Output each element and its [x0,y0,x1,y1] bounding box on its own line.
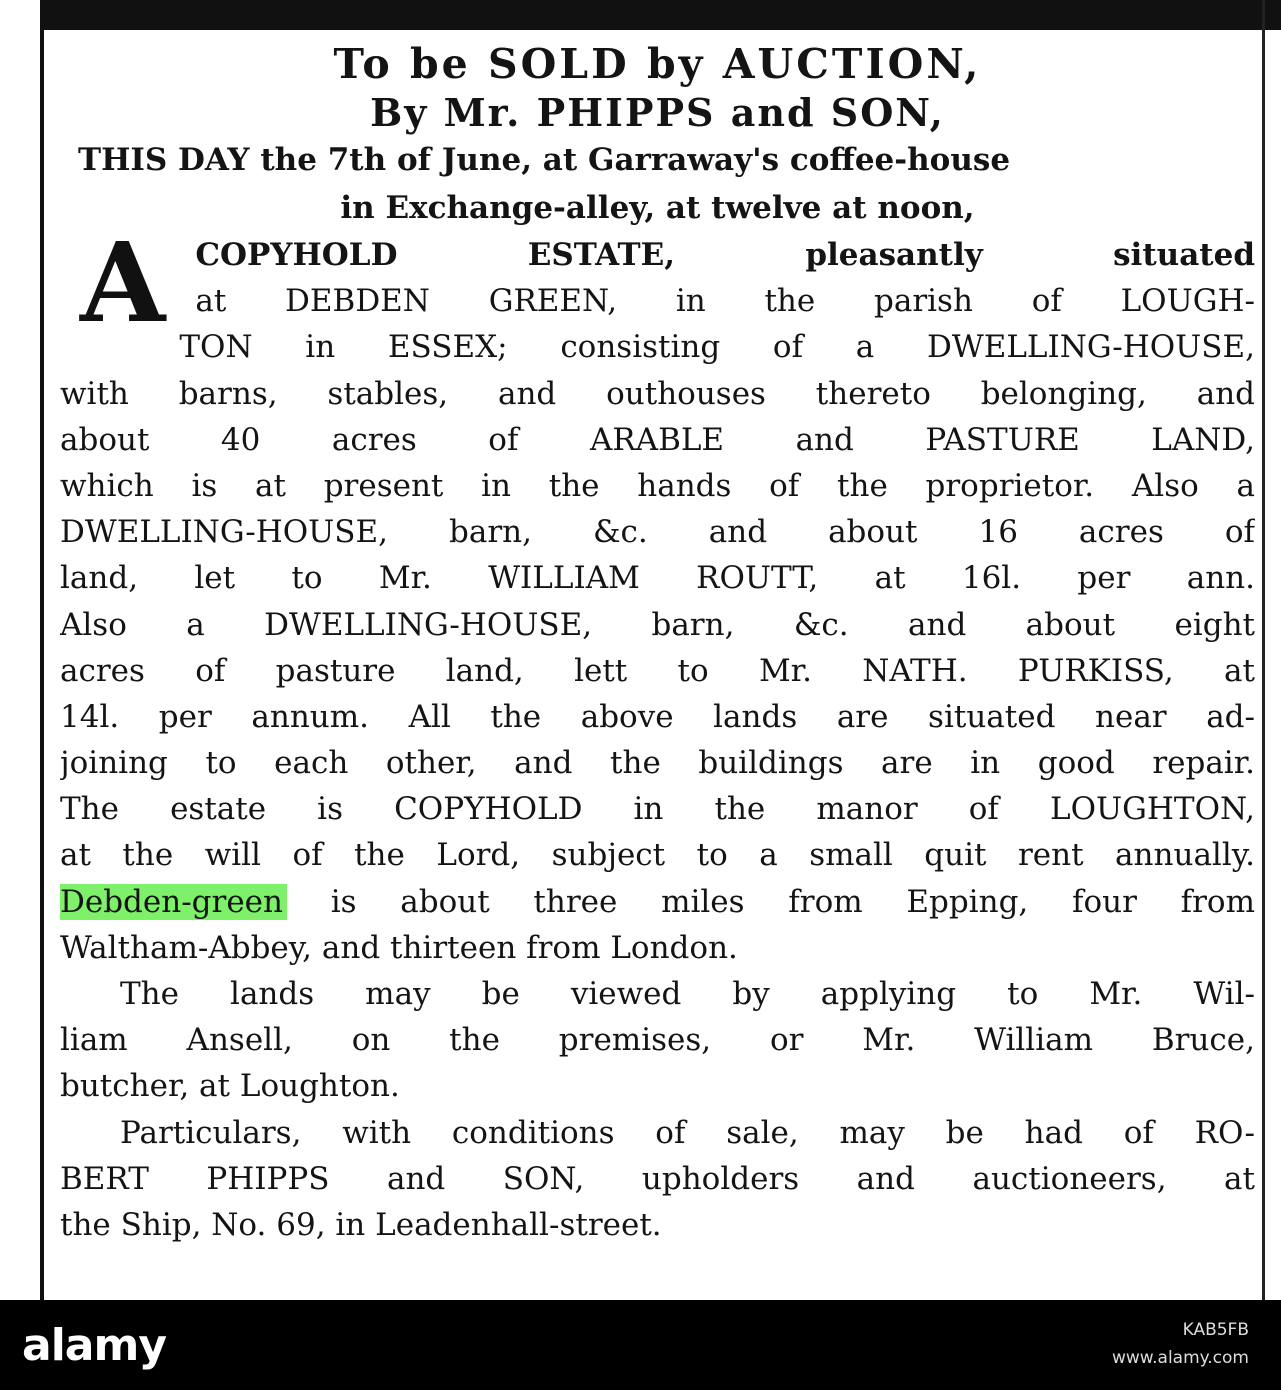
text-line: 14l. per annum. All the above lands are situated near ad- [60,698,1255,735]
text-line: at the will of the Lord, subject to a small quit rent annually. [60,837,1255,874]
headline-location-time: in Exchange-alley, at twelve at noon, [340,190,975,226]
alamy-logo: alamy [22,1320,166,1371]
text-line: The lands may be viewed by applying to Mr. Wil- [120,976,1255,1012]
paragraph-particulars [60,1110,1255,1249]
headline-sold-by-auction: To be SOLD by AUCTION, [333,40,982,88]
highlighted-term-debden-green: Debden-green [60,884,287,920]
headline-date-venue: THIS DAY the 7th of June, at Garraway's coffee-house [78,142,1011,178]
stock-photo-footer [0,1300,1281,1390]
scan-left-border [40,0,44,1300]
text-line: Waltham-Abbey, and thirteen from London. [60,929,738,966]
image-id-label: KAB5FB [1182,1320,1249,1340]
text-line: acres of pasture land, lett to Mr. NATH. PURKISS, at [60,652,1255,689]
text-line: with barns, stables, and outhouses thereto belonging, and [60,375,1255,412]
text-line: DWELLING-HOUSE, barn, &c. and about 16 acres of [60,514,1255,551]
text-line: The estate is COPYHOLD in the manor of LOUGHTON, [60,791,1255,828]
text-line: land, let to Mr. WILLIAM ROUTT, at 16l. per ann. [60,560,1255,597]
highlight-line-rest: is about three miles from Epping, four from [330,883,1255,920]
text-line: butcher, at Loughton. [60,1068,400,1105]
text-line-with-highlight [60,879,1255,925]
text-line: liam Ansell, on the premises, or Mr. William Bruce, [60,1022,1255,1059]
scan-right-border [1262,0,1265,1300]
text-line: COPYHOLD ESTATE, pleasantly situated [195,237,1255,273]
drop-cap-letter: A [80,218,166,347]
text-line: Also a DWELLING-HOUSE, barn, &c. and about eight [60,606,1255,643]
text-line: TON in ESSEX; consisting of a DWELLING-HOUSE, [179,329,1255,366]
text-line: joining to each other, and the buildings are in good repair. [60,745,1255,782]
paragraph-viewing [60,971,1255,1110]
text-line: about 40 acres of ARABLE and PASTURE LAND, [60,421,1255,458]
scan-top-border [40,0,1281,30]
text-line: at DEBDEN GREEN, in the parish of LOUGH- [195,283,1255,320]
text-line: Particulars, with conditions of sale, may be had of RO- [120,1114,1255,1151]
text-line: BERT PHIPPS and SON, upholders and auctioneers, at [60,1160,1255,1197]
auction-advertisement [60,38,1255,1248]
paragraph-estate-description [60,218,1255,971]
text-line: the Ship, No. 69, in Leadenhall-street. [60,1206,662,1243]
headline-auctioneers: By Mr. PHIPPS and SON, [370,90,945,135]
text-line: which is at present in the hands of the proprietor. Also a [60,467,1255,504]
site-url-label: www.alamy.com [1111,1348,1249,1368]
